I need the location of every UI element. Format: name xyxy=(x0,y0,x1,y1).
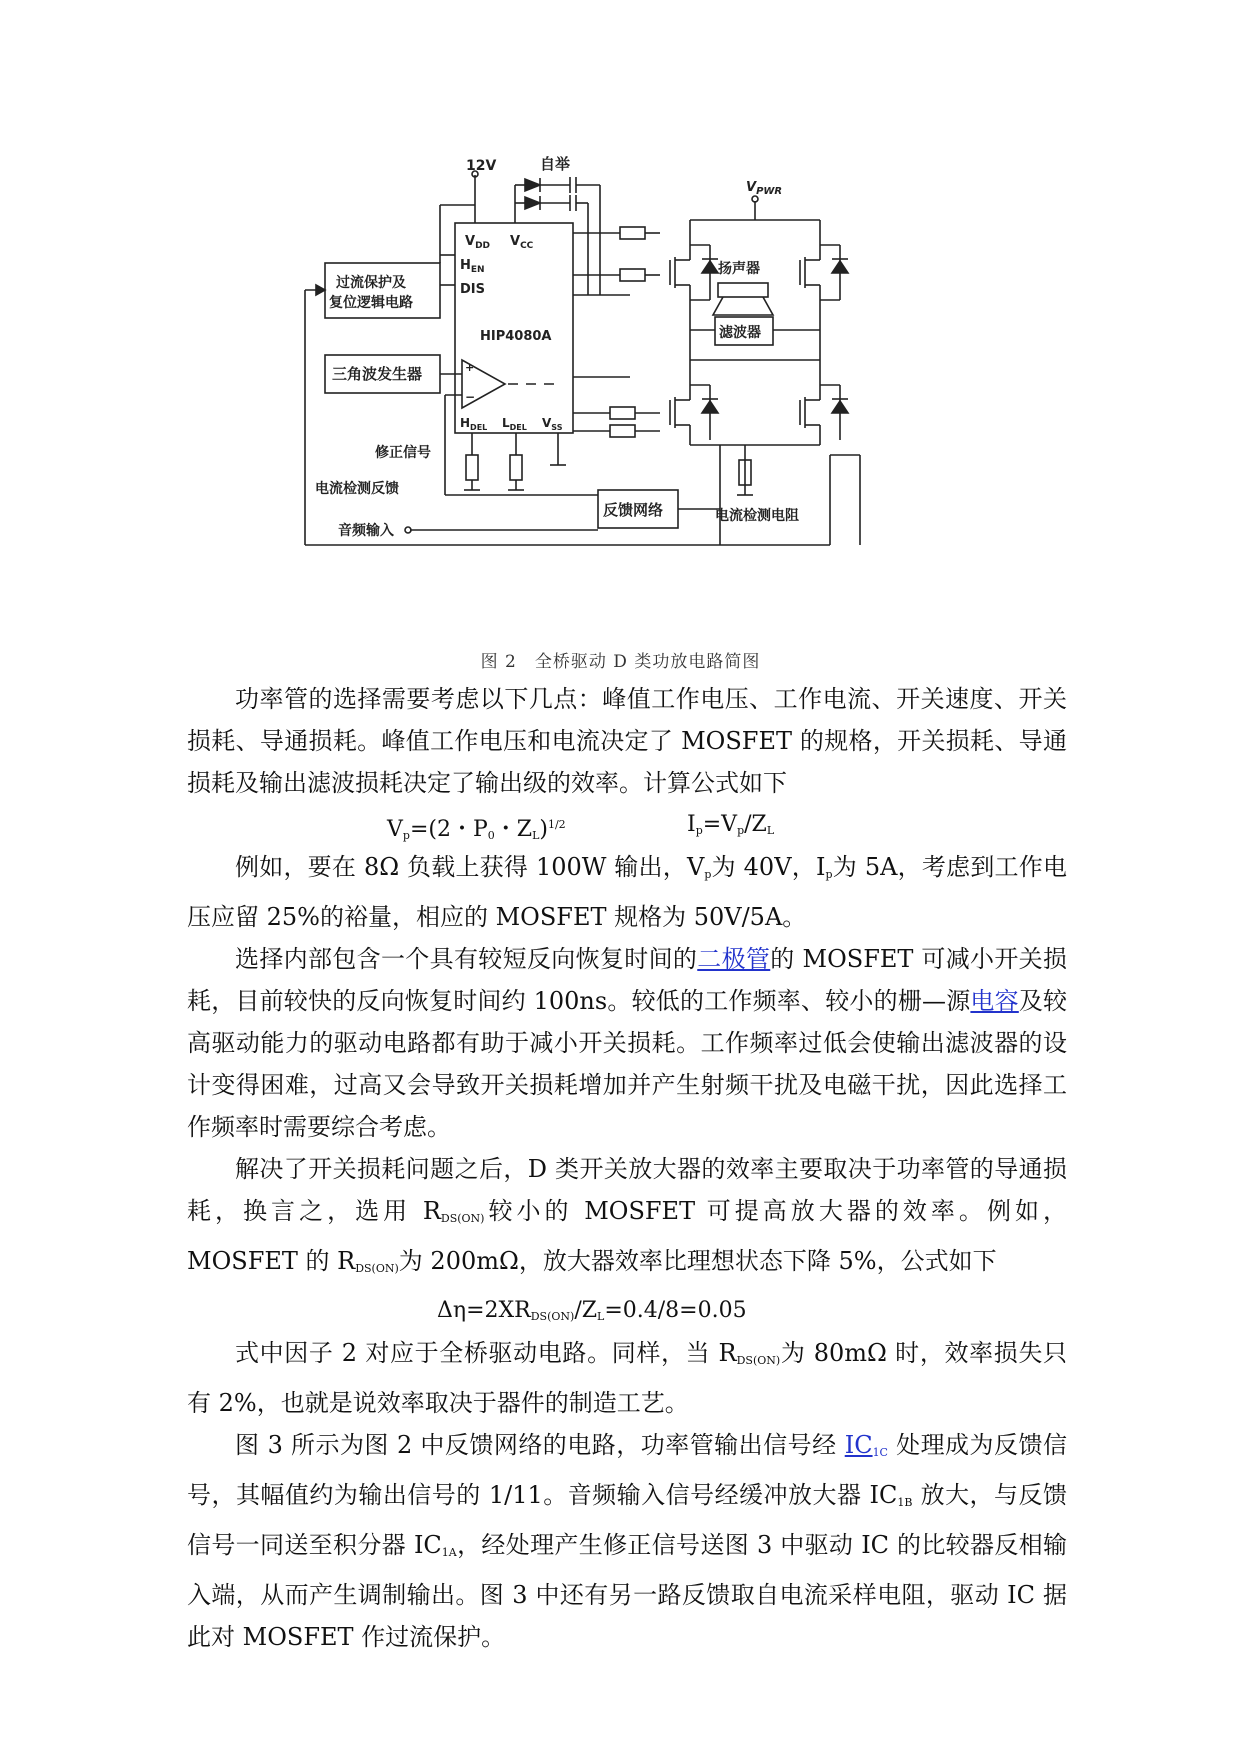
label-overcurrent-1: 过流保护及 xyxy=(336,275,406,291)
label-vcc: $V_{CC}$ xyxy=(510,234,534,251)
paragraph-4: 解决了开关损耗问题之后，D 类开关放大器的效率主要取决于功率管的导通损耗，换言之，选用 $R_{DS(ON)}$较小的 MOSFET 可提高放大器的效率。例如，MOSFET 的 $R_{DS(ON)}$为 200mΩ，放大器效率比理想状态下降 5%，公式如下 xyxy=(187,1155,1067,1275)
label-speaker: 扬声器 xyxy=(718,261,760,277)
label-vpwr: $V_{PWR}$ xyxy=(746,180,783,197)
label-overcurrent-2: 复位逻辑电路 xyxy=(329,295,413,311)
equation-row-2 xyxy=(187,1290,1067,1332)
circuit-diagram xyxy=(315,155,970,630)
label-vss: $V_{SS}$ xyxy=(542,416,563,432)
link-ic1c[interactable]: $IC_{1C}$ xyxy=(844,1431,888,1459)
comparator-plus: + xyxy=(465,361,475,374)
label-correction: 修正信号 xyxy=(375,445,431,461)
label-filter: 滤波器 xyxy=(719,325,761,341)
equation-efficiency: $\Delta\eta=2XR_{DS(ON)}/Z_L=0.4/8=0.05$ xyxy=(437,1298,747,1323)
figure-caption: 图 2 全桥驱动 D 类功放电路简图 xyxy=(480,652,761,672)
label-sense-resistor: 电流检测电阻 xyxy=(715,508,799,524)
label-hen: $H_{EN}$ xyxy=(460,258,485,275)
label-12v: 12V xyxy=(466,158,497,174)
equation-ip: $I_p=V_p/Z_L$ xyxy=(687,812,775,837)
paragraph-1: 功率管的选择需要考虑以下几点：峰值工作电压、工作电流、开关速度、开关损耗、导通损耗。峰值工作电压和电流决定了 MOSFET 的规格，开关损耗、导通损耗及输出滤波损耗决定了输出级的效率。计算公式如下 xyxy=(187,685,1067,797)
equation-vp: $V_p=(2$・$P_0$・$Z_L)^{1/2}$ xyxy=(387,817,566,842)
label-vdd: $V_{DD}$ xyxy=(465,234,491,251)
circuit-diagram-svg xyxy=(315,155,970,630)
label-audio-in: 音频输入 xyxy=(338,523,394,539)
label-chip: HIP4080A xyxy=(480,329,552,344)
paragraph-6: 图 3 所示为图 2 中反馈网络的电路，功率管输出信号经 $IC_{1C}$ 处理成为反馈信号，其幅值约为输出信号的 1/11。音频输入信号经缓冲放大器 $IC_{1B}$ 放大，与反馈信号一同送至积分器 $IC_{1A}$，经处理产生修正信号送图 3 中驱动 IC 的比较器反相输入端，从而产生调制输出。图 3 中还有另一路反馈取自电流采样电阻，驱动 IC 据此对 MOSFET 作过流保护。 xyxy=(187,1431,1067,1651)
label-current-feedback: 电流检测反馈 xyxy=(315,481,399,497)
label-feedback-net: 反馈网络 xyxy=(603,501,664,519)
label-triangle: 三角波发生器 xyxy=(332,365,423,383)
equation-row-1 xyxy=(187,804,1067,846)
label-dis: DIS xyxy=(460,282,485,297)
paragraph-3: 选择内部包含一个具有较短反向恢复时间的二极管的 MOSFET 可减小开关损耗，目前较快的反向恢复时间约 100ns。较低的工作频率、较小的栅—源电容及较高驱动能力的驱动电路都有助于减小开关损耗。工作频率过低会使输出滤波器的设计变得困难，过高又会导致开关损耗增加并产生射频干扰及电磁干扰，因此选择工作频率时需要综合考虑。 xyxy=(187,945,1068,1141)
article-body xyxy=(187,678,1067,1658)
link-diode[interactable]: 二极管 xyxy=(697,945,771,973)
paragraph-2: 例如，要在 8Ω 负载上获得 100W 输出，$V_p$为 40V，$I_p$为 5A，考虑到工作电压应留 25%的裕量，相应的 MOSFET 规格为 50V/5A。 xyxy=(187,853,1067,931)
label-hdel: $H_{DEL}$ xyxy=(460,416,488,432)
label-bootstrap: 自举 xyxy=(540,155,571,173)
comparator-minus: − xyxy=(465,390,476,404)
label-ldel: $L_{DEL}$ xyxy=(502,416,527,432)
link-capacitor[interactable]: 电容 xyxy=(970,987,1019,1015)
paragraph-5: 式中因子 2 对应于全桥驱动电路。同样，当 $R_{DS(ON)}$为 80mΩ 时，效率损失只有 2%，也就是说效率取决于器件的制造工艺。 xyxy=(187,1339,1068,1417)
